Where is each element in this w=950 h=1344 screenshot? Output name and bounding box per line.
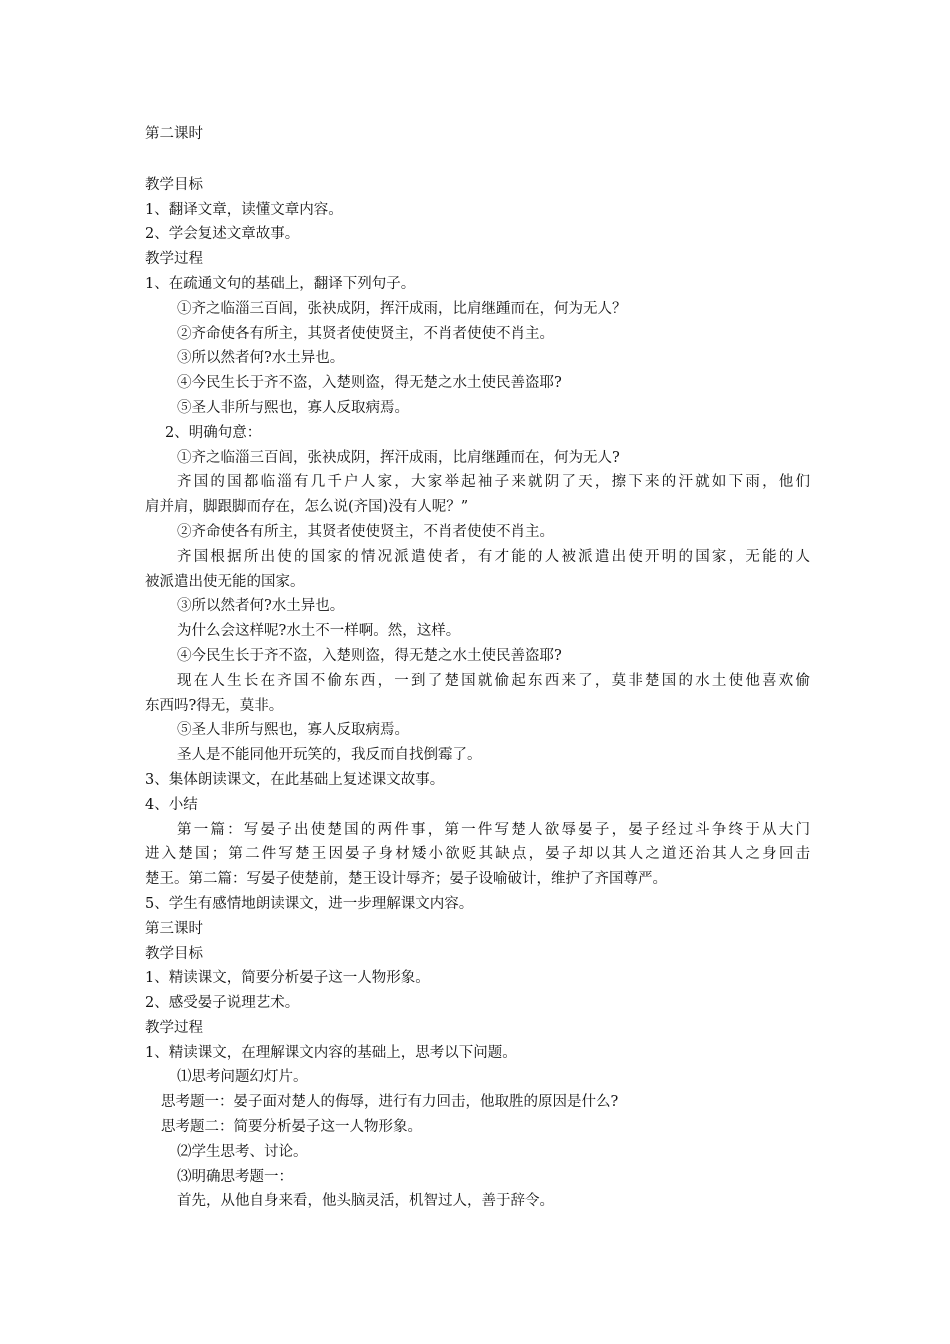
sentence-line: ①齐之临淄三百闾，张袂成阴，挥汗成雨，比肩继踵而在，何为无人？ [177, 300, 627, 317]
section-heading: 教学过程 [145, 1019, 203, 1036]
translation-line: 被派遣出使无能的国家。 [145, 573, 305, 590]
text-line: ⑵学生思考、讨论。 [177, 1143, 308, 1160]
text-line: 2、明确句意： [165, 424, 262, 441]
summary-line: 进入楚国；第二件写楚王因晏子身材矮小欲贬其缺点，晏子却以其人之道还治其人之身回击 [145, 846, 810, 863]
text-line: 1、在疏通文句的基础上，翻译下列句子。 [145, 275, 416, 292]
sentence-line: ②齐命使各有所主，其贤者使使贤主，不肖者使使不肖主。 [177, 325, 554, 342]
section-heading: 教学过程 [145, 251, 203, 268]
sentence-line: ⑤圣人非所与熙也，寡人反取病焉。 [177, 399, 409, 416]
text-line: 2、学会复述文章故事。 [145, 226, 300, 243]
translation-line: 齐国的国都临淄有几千户人家，大家举起袖子来就阴了天，擦下来的汗就如下雨，他们 [177, 474, 810, 491]
translation-line: 现在人生长在齐国不偷东西，一到了楚国就偷起东西来了，莫非楚国的水土使他喜欢偷 [177, 672, 810, 689]
text-line: 3、集体朗读课文，在此基础上复述课文故事。 [145, 771, 445, 788]
document-page [145, 122, 810, 1214]
lesson-2-heading: 第二课时 [145, 126, 203, 142]
translation-line: 齐国根据所出使的国家的情况派遣使者，有才能的人被派遣出使开明的国家，无能的人 [177, 548, 810, 565]
text-line: 5、学生有感情地朗读课文，进一步理解课文内容。 [145, 895, 474, 912]
translation-line: 东西吗?得无，莫非。 [145, 697, 284, 714]
sentence-line: ④今民生长于齐不盗，入楚则盗，得无楚之水土使民善盗耶? [177, 375, 562, 392]
translation-line: 圣人是不能同他开玩笑的，我反而自找倒霉了。 [177, 747, 482, 764]
section-heading: 教学目标 [145, 176, 203, 193]
text-line: 4、小结 [145, 796, 198, 813]
text-line: 首先，从他自身来看，他头脑灵活，机智过人，善于辞令。 [177, 1193, 554, 1210]
text-line: ⑶明确思考题一： [177, 1168, 293, 1185]
translation-line: 为什么会这样呢?水土不一样啊。然，这样。 [177, 623, 461, 640]
sentence-line: ②齐命使各有所主，其贤者使使贤主，不肖者使使不肖主。 [177, 523, 554, 540]
question-line: 思考题二：简要分析晏子这一人物形象。 [161, 1119, 422, 1136]
sentence-line: ①齐之临淄三百闾，张袂成阴，挥汗成雨，比肩继踵而在，何为无人? [177, 449, 620, 466]
section-heading: 教学目标 [145, 945, 203, 962]
translation-line: 肩并肩，脚跟脚而存在，怎么说(齐国)没有人呢？” [145, 499, 469, 516]
text-line: 1、翻译文章，读懂文章内容。 [145, 201, 343, 218]
text-line: 2、感受晏子说理艺术。 [145, 995, 300, 1012]
lesson-3-heading: 第三课时 [145, 920, 203, 937]
text-line: ⑴思考问题幻灯片。 [177, 1069, 308, 1086]
text-line: 1、精读课文，在理解课文内容的基础上，思考以下问题。 [145, 1044, 517, 1061]
sentence-line: ③所以然者何?水土异也。 [177, 598, 345, 615]
question-line: 思考题一：晏子面对楚人的侮辱，进行有力回击，他取胜的原因是什么? [161, 1094, 619, 1111]
summary-line: 第一篇：写晏子出使楚国的两件事，第一件写楚人欲辱晏子，晏子经过斗争终于从大门 [177, 821, 810, 838]
sentence-line: ③所以然者何?水土异也。 [177, 350, 345, 367]
sentence-line: ⑤圣人非所与熙也，寡人反取病焉。 [177, 722, 409, 739]
text-line: 1、精读课文，简要分析晏子这一人物形象。 [145, 970, 430, 987]
sentence-line: ④今民生长于齐不盗，入楚则盗，得无楚之水土使民善盗耶? [177, 647, 562, 664]
summary-line: 楚王。第二篇：写晏子使楚前，楚王设计辱齐；晏子设喻破计，维护了齐国尊严。 [145, 871, 667, 888]
blank-line [145, 147, 810, 173]
